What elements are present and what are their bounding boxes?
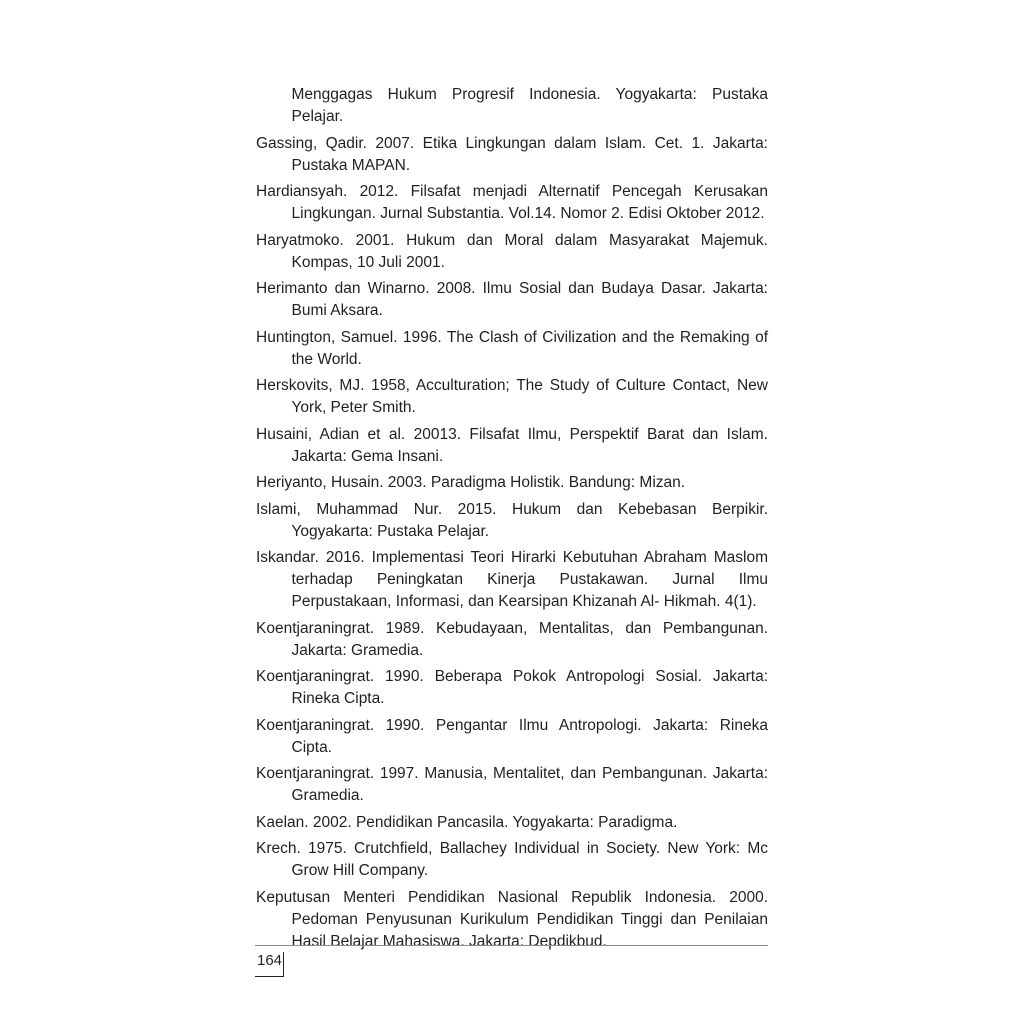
bibliography-entry: Menggagas Hukum Progresif Indonesia. Yogyakarta: Pustaka Pelajar. <box>291 86 768 125</box>
bibliography-entry: Gassing, Qadir. 2007. Etika Lingkungan dalam Islam. Cet. 1. Jakarta: Pustaka MAPAN. <box>256 134 768 174</box>
footer-divider <box>255 945 768 946</box>
bibliography-entry: Koentjaraningrat. 1997. Manusia, Mentalitet, dan Pembangunan. Jakarta: Gramedia. <box>256 765 768 804</box>
bibliography-list <box>256 84 768 957</box>
bibliography-entry: Herskovits, MJ. 1958, Acculturation; The Study of Culture Contact, New York, Peter Smith. <box>256 377 768 416</box>
bibliography-entry: Islami, Muhammad Nur. 2015. Hukum dan Kebebasan Berpikir. Yogyakarta: Pustaka Pelajar. <box>256 500 768 540</box>
bibliography-entry: Kaelan. 2002. Pendidikan Pancasila. Yogyakarta: Paradigma. <box>256 813 678 831</box>
bibliography-entry: Keputusan Menteri Pendidikan Nasional Republik Indonesia. 2000. Pedoman Penyusunan Kurikulum Pendidikan Tinggi dan Penilaian Hasil Belajar Mahasiswa. Jakarta: Depdikbud. <box>256 888 768 950</box>
bibliography-entry: Haryatmoko. 2001. Hukum dan Moral dalam Masyarakat Majemuk. Kompas, 10 Juli 2001. <box>256 231 768 271</box>
bibliography-entry: Heriyanto, Husain. 2003. Paradigma Holistik. Bandung: Mizan. <box>256 474 686 491</box>
bibliography-entry: Krech. 1975. Crutchfield, Ballachey Individual in Society. New York: Mc Grow Hill Company. <box>256 840 768 879</box>
bibliography-entry: Koentjaraningrat. 1990. Beberapa Pokok Antropologi Sosial. Jakarta: Rineka Cipta. <box>256 668 768 707</box>
bibliography-entry: Koentjaraningrat. 1990. Pengantar Ilmu Antropologi. Jakarta: Rineka Cipta. <box>256 716 768 756</box>
bibliography-entry: Huntington, Samuel. 1996. The Clash of Civilization and the Remaking of the World. <box>256 328 768 368</box>
bibliography-entry: Husaini, Adian et al. 20013. Filsafat Ilmu, Perspektif Barat dan Islam. Jakarta: Gema Insani. <box>256 425 768 465</box>
bibliography-entry: Herimanto dan Winarno. 2008. Ilmu Sosial dan Budaya Dasar. Jakarta: Bumi Aksara. <box>256 280 768 319</box>
bibliography-entry: Koentjaraningrat. 1989. Kebudayaan, Mentalitas, dan Pembangunan. Jakarta: Gramedia. <box>256 619 768 659</box>
bibliography-entry: Hardiansyah. 2012. Filsafat menjadi Alternatif Pencegah Kerusakan Lingkungan. Jurnal Substantia. Vol.14. Nomor 2. Edisi Oktober 2012. <box>256 183 768 222</box>
page-number: 164 <box>255 952 284 977</box>
bibliography-entry: Iskandar. 2016. Implementasi Teori Hirarki Kebutuhan Abraham Maslom terhadap Peningkatan Kinerja Pustakawan. Jurnal Ilmu Perpustakaan, Informasi, dan Kearsipan Khizanah Al- Hikmah. 4(1). <box>256 549 768 610</box>
